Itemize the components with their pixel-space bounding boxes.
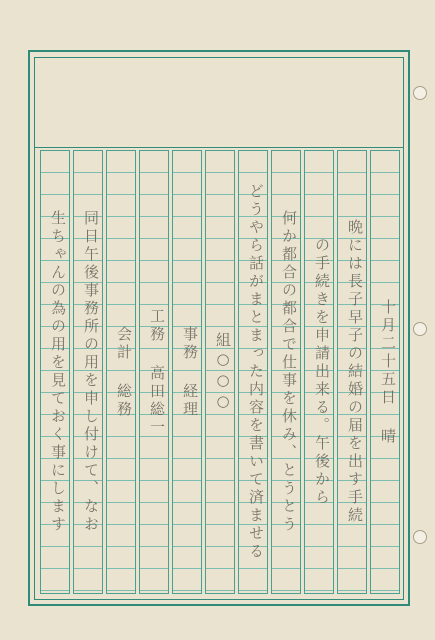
column-text: 晩には長子早子の結婚の届を出す手続 bbox=[346, 219, 364, 525]
header-box bbox=[34, 57, 404, 148]
grid-column bbox=[73, 150, 103, 594]
column-text: 生ちゃんの為の用を見ておく事にします bbox=[49, 210, 67, 534]
grid-column bbox=[238, 150, 268, 594]
column-text: 会計 総務 bbox=[115, 325, 133, 419]
grid-column bbox=[106, 150, 136, 594]
binding-hole bbox=[413, 530, 427, 544]
column-text: どうやら話がまとまった内容を書いて済ませる bbox=[247, 183, 265, 561]
column-text: 工務 高田総一 bbox=[148, 307, 166, 437]
column-text: 事務 経理 bbox=[181, 325, 199, 419]
grid-column bbox=[304, 150, 334, 594]
grid-column bbox=[205, 150, 235, 594]
grid-column bbox=[139, 150, 169, 594]
column-text: 組○○○ bbox=[214, 331, 232, 413]
grid-column bbox=[172, 150, 202, 594]
grid-column bbox=[40, 150, 70, 594]
column-text: 同日午後事務所の用を申し付けて、なお bbox=[82, 210, 100, 534]
grid-column bbox=[271, 150, 301, 594]
column-text: 何か都合の都合で仕事を休み、とうとう bbox=[280, 210, 298, 534]
manuscript-grid bbox=[40, 150, 400, 594]
grid-column bbox=[370, 150, 400, 594]
column-text: の手続きを申請出来る。午後から bbox=[313, 237, 331, 507]
column-text: 十月二十五日 晴 bbox=[379, 298, 397, 446]
binding-hole bbox=[413, 322, 427, 336]
grid-column bbox=[337, 150, 367, 594]
binding-hole bbox=[413, 86, 427, 100]
